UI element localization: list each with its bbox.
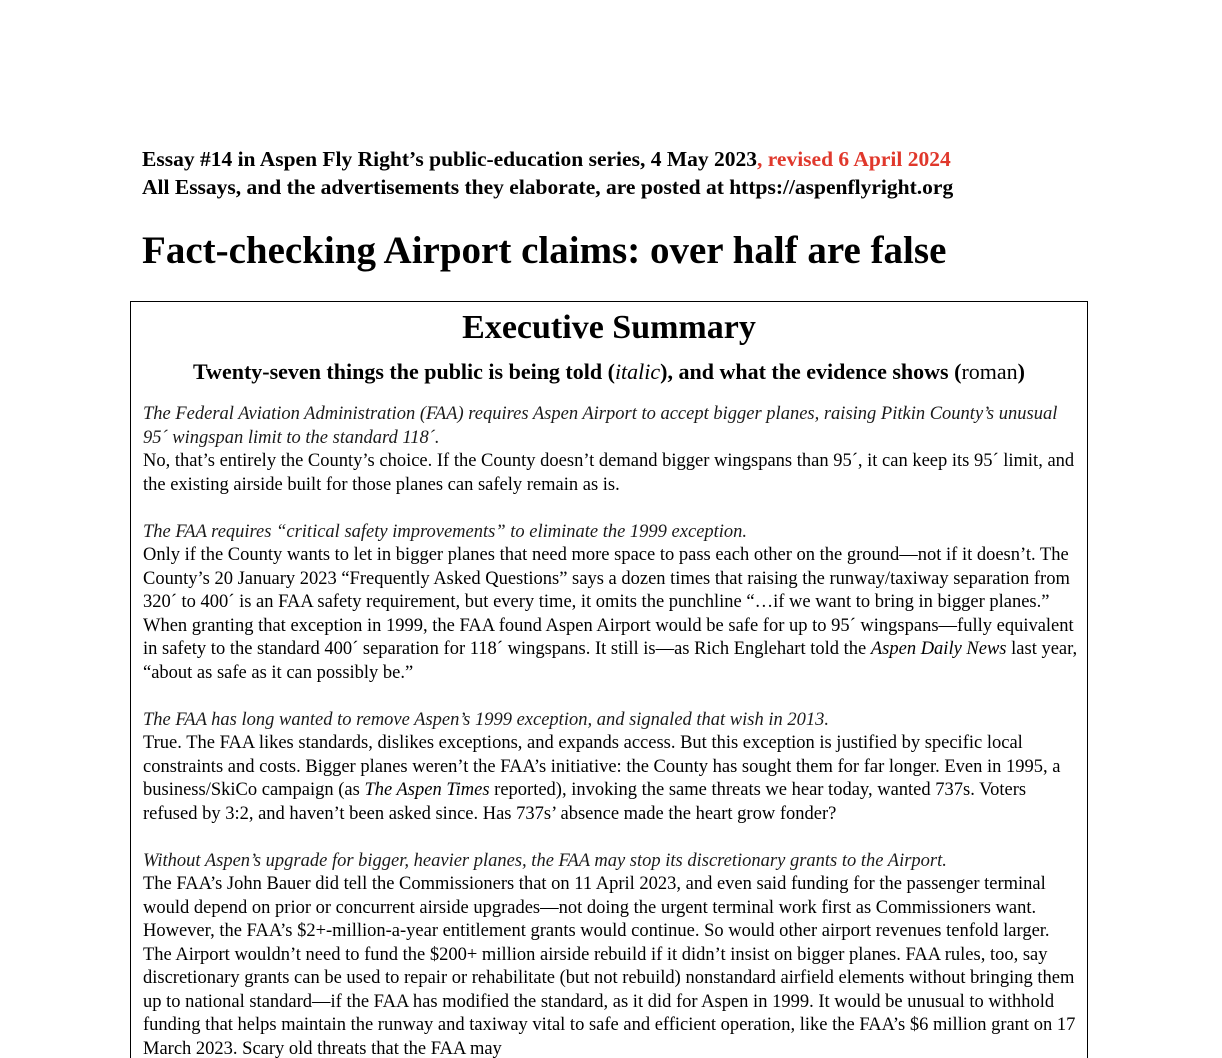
summary-heading: Executive Summary (462, 309, 756, 346)
document-title: Fact-checking Airport claims: over half are false (142, 229, 947, 272)
subtitle-part: ), and what the evidence shows ( (660, 359, 962, 384)
header-line-2: All Essays, and the advertisements they elaborate, are posted at https://aspenflyright.org (142, 175, 954, 199)
subtitle-part: Twenty-seven things the public is being told ( (193, 359, 615, 384)
series-info: Essay #14 in Aspen Fly Right’s public-education series, 4 May 2023 (142, 147, 757, 171)
claim-item (143, 521, 1079, 686)
claims-list (143, 403, 1079, 1058)
evidence-part: last year, “about as safe as it can possibly be.” (143, 639, 1078, 683)
revision-date: , revised 6 April 2024 (757, 147, 951, 171)
evidence-part: True. The FAA likes standards, dislikes exceptions, and expands access. But this exception is justified by specific local constraints and costs. Bigger planes weren’t the FAA’s initiative: the County has sought them for far longer. Even in 1995, a business/SkiCo campaign (as (143, 733, 1061, 800)
claim-text: The FAA requires “critical safety improvements” to eliminate the 1999 exception. (143, 521, 748, 542)
claim-item (143, 403, 1079, 497)
evidence-part: reported), invoking the same threats we hear today, wanted 737s. Voters refused by 3:2, and haven’t been asked since. Has 737s’ absence made the heart grow fonder? (143, 780, 1027, 824)
evidence-text (143, 732, 1079, 826)
claim-text: Without Aspen’s upgrade for bigger, heavier planes, the FAA may stop its discretionary grants to the Airport. (143, 850, 947, 871)
subtitle-part: ) (1017, 359, 1025, 384)
header-line-1 (142, 145, 1142, 173)
publication-name: Aspen Daily News (870, 639, 1007, 659)
claim-text: The Federal Aviation Administration (FAA) requires Aspen Airport to accept bigger planes, raising Pitkin County’s unusual 95´ wingspan limit to the standard 118´. (143, 404, 1058, 448)
subtitle-italic-word: italic (614, 359, 661, 384)
executive-summary-box (130, 301, 1088, 1058)
evidence-part: Only if the County wants to let in bigger planes that need more space to pass each other on the ground—not if it doesn’t. The County’s 20 January 2023 “Frequently Asked Questions” says a dozen times that raising the runway/taxiway separation from 320´ to 400´ is an FAA safety requirement, but every time, it omits the punchline “…if we want to bring in bigger planes.” When granting that exception in 1999, the FAA found Aspen Airport would be safe for up to 95´ wingspans—fully equivalent in safety to the standard 400´ separation for 118´ wingspans. It still is—as Rich Englehart told the (143, 545, 1074, 659)
claim-text: The FAA has long wanted to remove Aspen’s 1999 exception, and signaled that wish in 2013. (143, 709, 829, 730)
evidence-text (143, 544, 1079, 685)
summary-subtitle (131, 357, 1087, 387)
essay-header (142, 145, 1142, 201)
evidence-text: The FAA’s John Bauer did tell the Commissioners that on 11 April 2023, and even said funding for the passenger terminal would depend on prior or concurrent airside upgrades—not doing the urgent terminal work first as Commissioners want. However, the FAA’s $2+-million-a-year entitlement grants would continue. So would other airport revenues tenfold larger. The Airport wouldn’t need to fund the $200+ million airside rebuild if it didn’t insist on bigger planes. FAA rules, too, say discretionary grants can be used to repair or rehabilitate (but not rebuild) nonstandard airfield elements without bringing them up to national standard—if the FAA has modified the standard, as it did for Aspen in 1999. It would be unusual to withhold funding that helps maintain the runway and taxiway vital to safe and efficient operation, like the FAA’s $6 million grant on 17 March 2023. Scary old threats that the FAA may (143, 874, 1076, 1058)
publication-name: The Aspen Times (364, 780, 490, 800)
claim-item (143, 850, 1079, 1058)
subtitle-roman-word: roman (961, 359, 1018, 384)
claim-item (143, 709, 1079, 827)
evidence-text: No, that’s entirely the County’s choice. If the County doesn’t demand bigger wingspans than 95´, it can keep its 95´ limit, and the existing airside built for those planes can safely remain as is. (143, 451, 1075, 495)
